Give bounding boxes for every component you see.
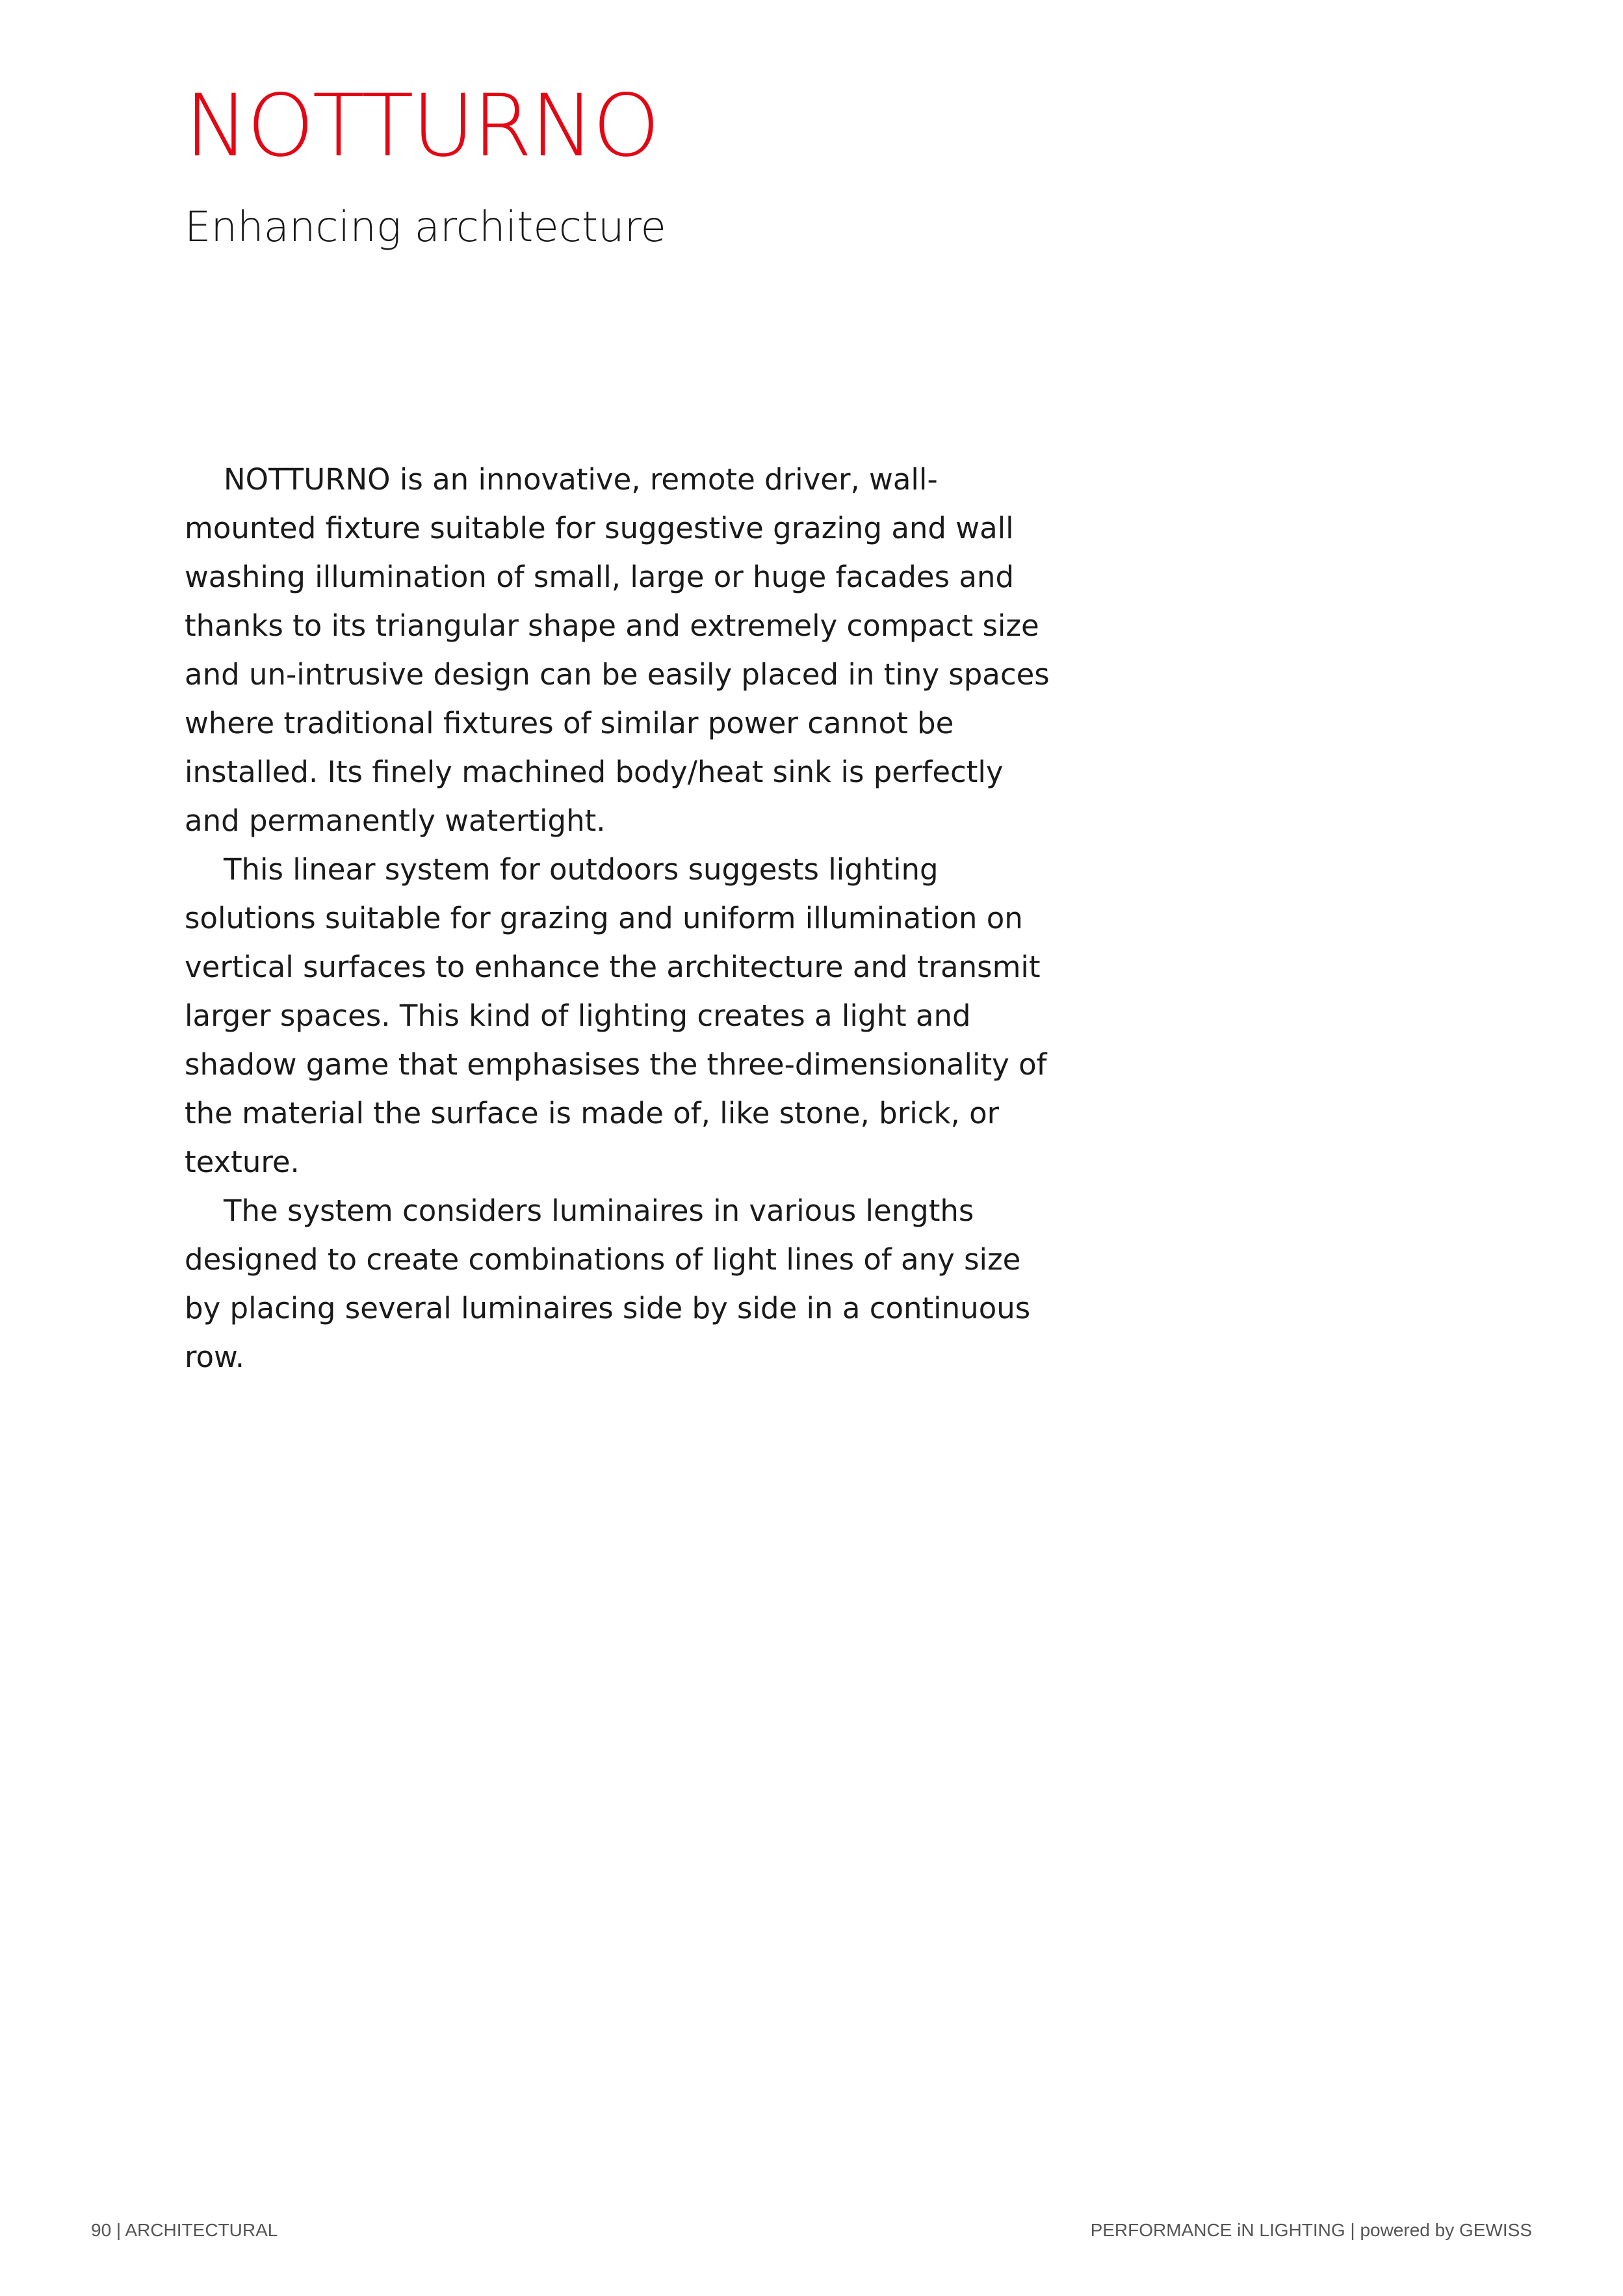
body-text [185,455,1056,1381]
page-title: NOTTURNO [185,76,658,176]
paragraph-lengths: The system considers luminaires in various lengths designed to create combinations of light lines of any size by placing several luminaires side by side in a continuous row. [185,1194,1031,1374]
paragraph-intro: NOTTURNO is an innovative, remote driver, wall-mounted fixture suitable for suggestive grazing and wall washing illumination of small, large or huge facades and thanks to its triangular shape and extremely compact size and un-intrusive design can be easily placed in tiny spaces where traditional fixtures of similar power cannot be installed. Its finely machined body/heat sink is perfectly and permanently watertight. [185,462,1050,838]
page-subtitle: Enhancing architecture [185,203,666,252]
footer-page-section: 90 | ARCHITECTURAL [91,2220,278,2240]
paragraph-linear-system: This linear system for outdoors suggests lighting solutions suitable for grazing and uniform illumination on vertical surfaces to enhance the architecture and transmit larger spaces. This kind of lighting creates a light and shadow game that emphasises the three-dimensionality of the material the surface is made of, like stone, brick, or texture. [185,852,1047,1179]
footer-brand-line: PERFORMANCE iN LIGHTING | powered by GEWISS [1090,2220,1532,2240]
